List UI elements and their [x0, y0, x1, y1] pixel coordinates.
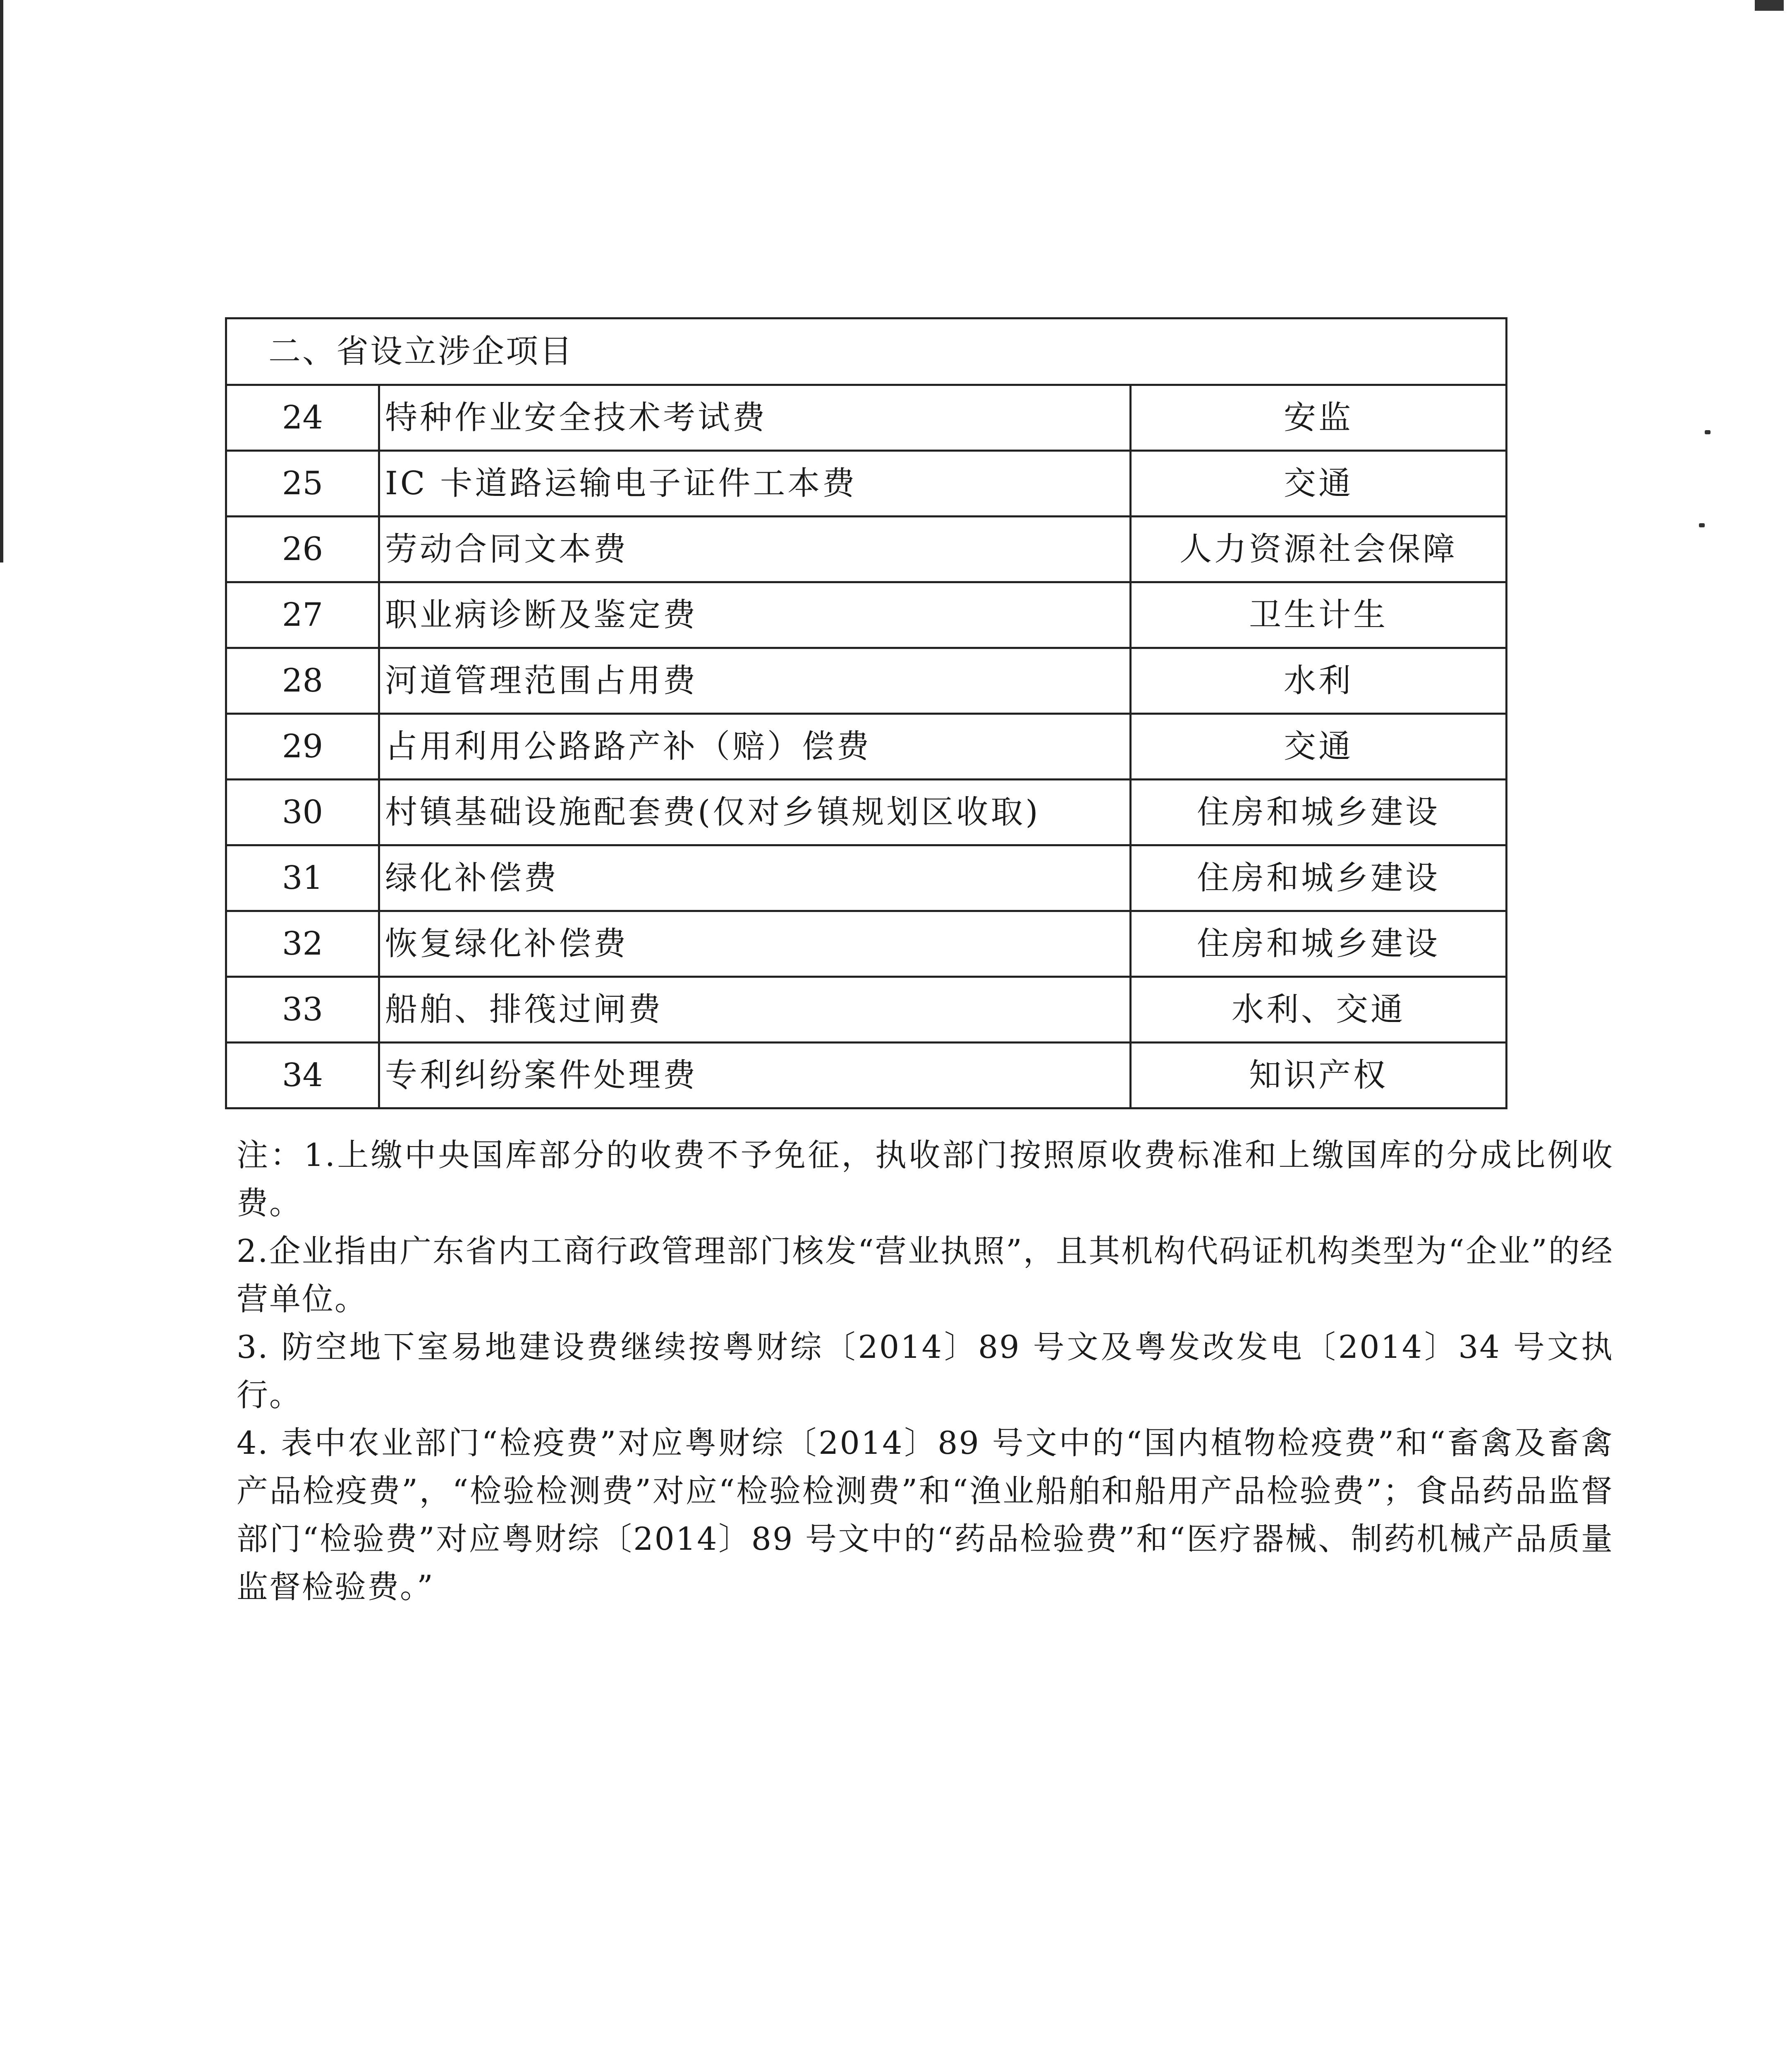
- item-department: 知识产权: [1131, 1043, 1507, 1108]
- note-3: 3. 防空地下室易地建设费继续按粤财综〔2014〕89 号文及粤发改发电〔2014〕34 号文执行。: [237, 1328, 1614, 1413]
- item-department: 人力资源社会保障: [1131, 517, 1507, 582]
- item-name: 职业病诊断及鉴定费: [379, 582, 1131, 648]
- item-department: 交通: [1131, 714, 1507, 780]
- table-row: [226, 977, 1507, 1043]
- item-number: 24: [226, 385, 379, 451]
- scan-speck: [1705, 430, 1711, 434]
- item-department: 水利: [1131, 648, 1507, 714]
- item-department: 安监: [1131, 385, 1507, 451]
- item-number: 32: [226, 911, 379, 977]
- scan-speck: [1699, 523, 1705, 527]
- item-name: 河道管理范围占用费: [379, 648, 1131, 714]
- item-department: 水利、交通: [1131, 977, 1507, 1043]
- item-name: 绿化补偿费: [379, 845, 1131, 911]
- item-department: 交通: [1131, 451, 1507, 517]
- item-name: 恢复绿化补偿费: [379, 911, 1131, 977]
- item-number: 28: [226, 648, 379, 714]
- item-name: 村镇基础设施配套费(仅对乡镇规划区收取): [379, 780, 1131, 845]
- item-number: 30: [226, 780, 379, 845]
- item-number: 33: [226, 977, 379, 1043]
- table-row: [226, 1043, 1507, 1108]
- item-department: 住房和城乡建设: [1131, 845, 1507, 911]
- table-row: [226, 845, 1507, 911]
- item-department: 卫生计生: [1131, 582, 1507, 648]
- table-row: [226, 911, 1507, 977]
- note-2: 2.企业指由广东省内工商行政管理部门核发“营业执照”，且其机构代码证机构类型为“企业”的经营单位。: [237, 1233, 1614, 1317]
- note-1: 注：1.上缴中央国库部分的收费不予免征，执收部门按照原收费标准和上缴国库的分成比例收费。: [237, 1137, 1614, 1221]
- table-row: [226, 451, 1507, 517]
- table-row: [226, 648, 1507, 714]
- item-number: 27: [226, 582, 379, 648]
- note-4: 4. 表中农业部门“检疫费”对应粤财综〔2014〕89 号文中的“国内植物检疫费”和“畜禽及畜禽产品检疫费”，“检验检测费”对应“检验检测费”和“渔业船舶和船用产品检验费”；食品药品监督部门“检验费”对应粤财综〔2014〕89 号文中的“药品检验费”和“医疗器械、制药机械产品质量监督检验费。”: [237, 1424, 1614, 1605]
- scan-corner-mark: [1755, 0, 1784, 11]
- table-row: [226, 517, 1507, 582]
- item-name: IC 卡道路运输电子证件工本费: [379, 451, 1131, 517]
- item-name: 船舶、排筏过闸费: [379, 977, 1131, 1043]
- section-header-row: [226, 318, 1507, 385]
- item-name: 专利纠纷案件处理费: [379, 1043, 1131, 1108]
- notes-section: [237, 1131, 1614, 1611]
- table-row: [226, 780, 1507, 845]
- item-department: 住房和城乡建设: [1131, 911, 1507, 977]
- scan-edge-mark: [0, 0, 3, 562]
- item-number: 25: [226, 451, 379, 517]
- fee-table: [225, 317, 1507, 1109]
- table-row: [226, 385, 1507, 451]
- table-row: [226, 582, 1507, 648]
- item-number: 34: [226, 1043, 379, 1108]
- item-department: 住房和城乡建设: [1131, 780, 1507, 845]
- item-number: 26: [226, 517, 379, 582]
- item-name: 劳动合同文本费: [379, 517, 1131, 582]
- item-number: 29: [226, 714, 379, 780]
- item-number: 31: [226, 845, 379, 911]
- item-name: 占用利用公路路产补（赔）偿费: [379, 714, 1131, 780]
- item-name: 特种作业安全技术考试费: [379, 385, 1131, 451]
- section-title: 二、省设立涉企项目: [226, 318, 1507, 385]
- table-row: [226, 714, 1507, 780]
